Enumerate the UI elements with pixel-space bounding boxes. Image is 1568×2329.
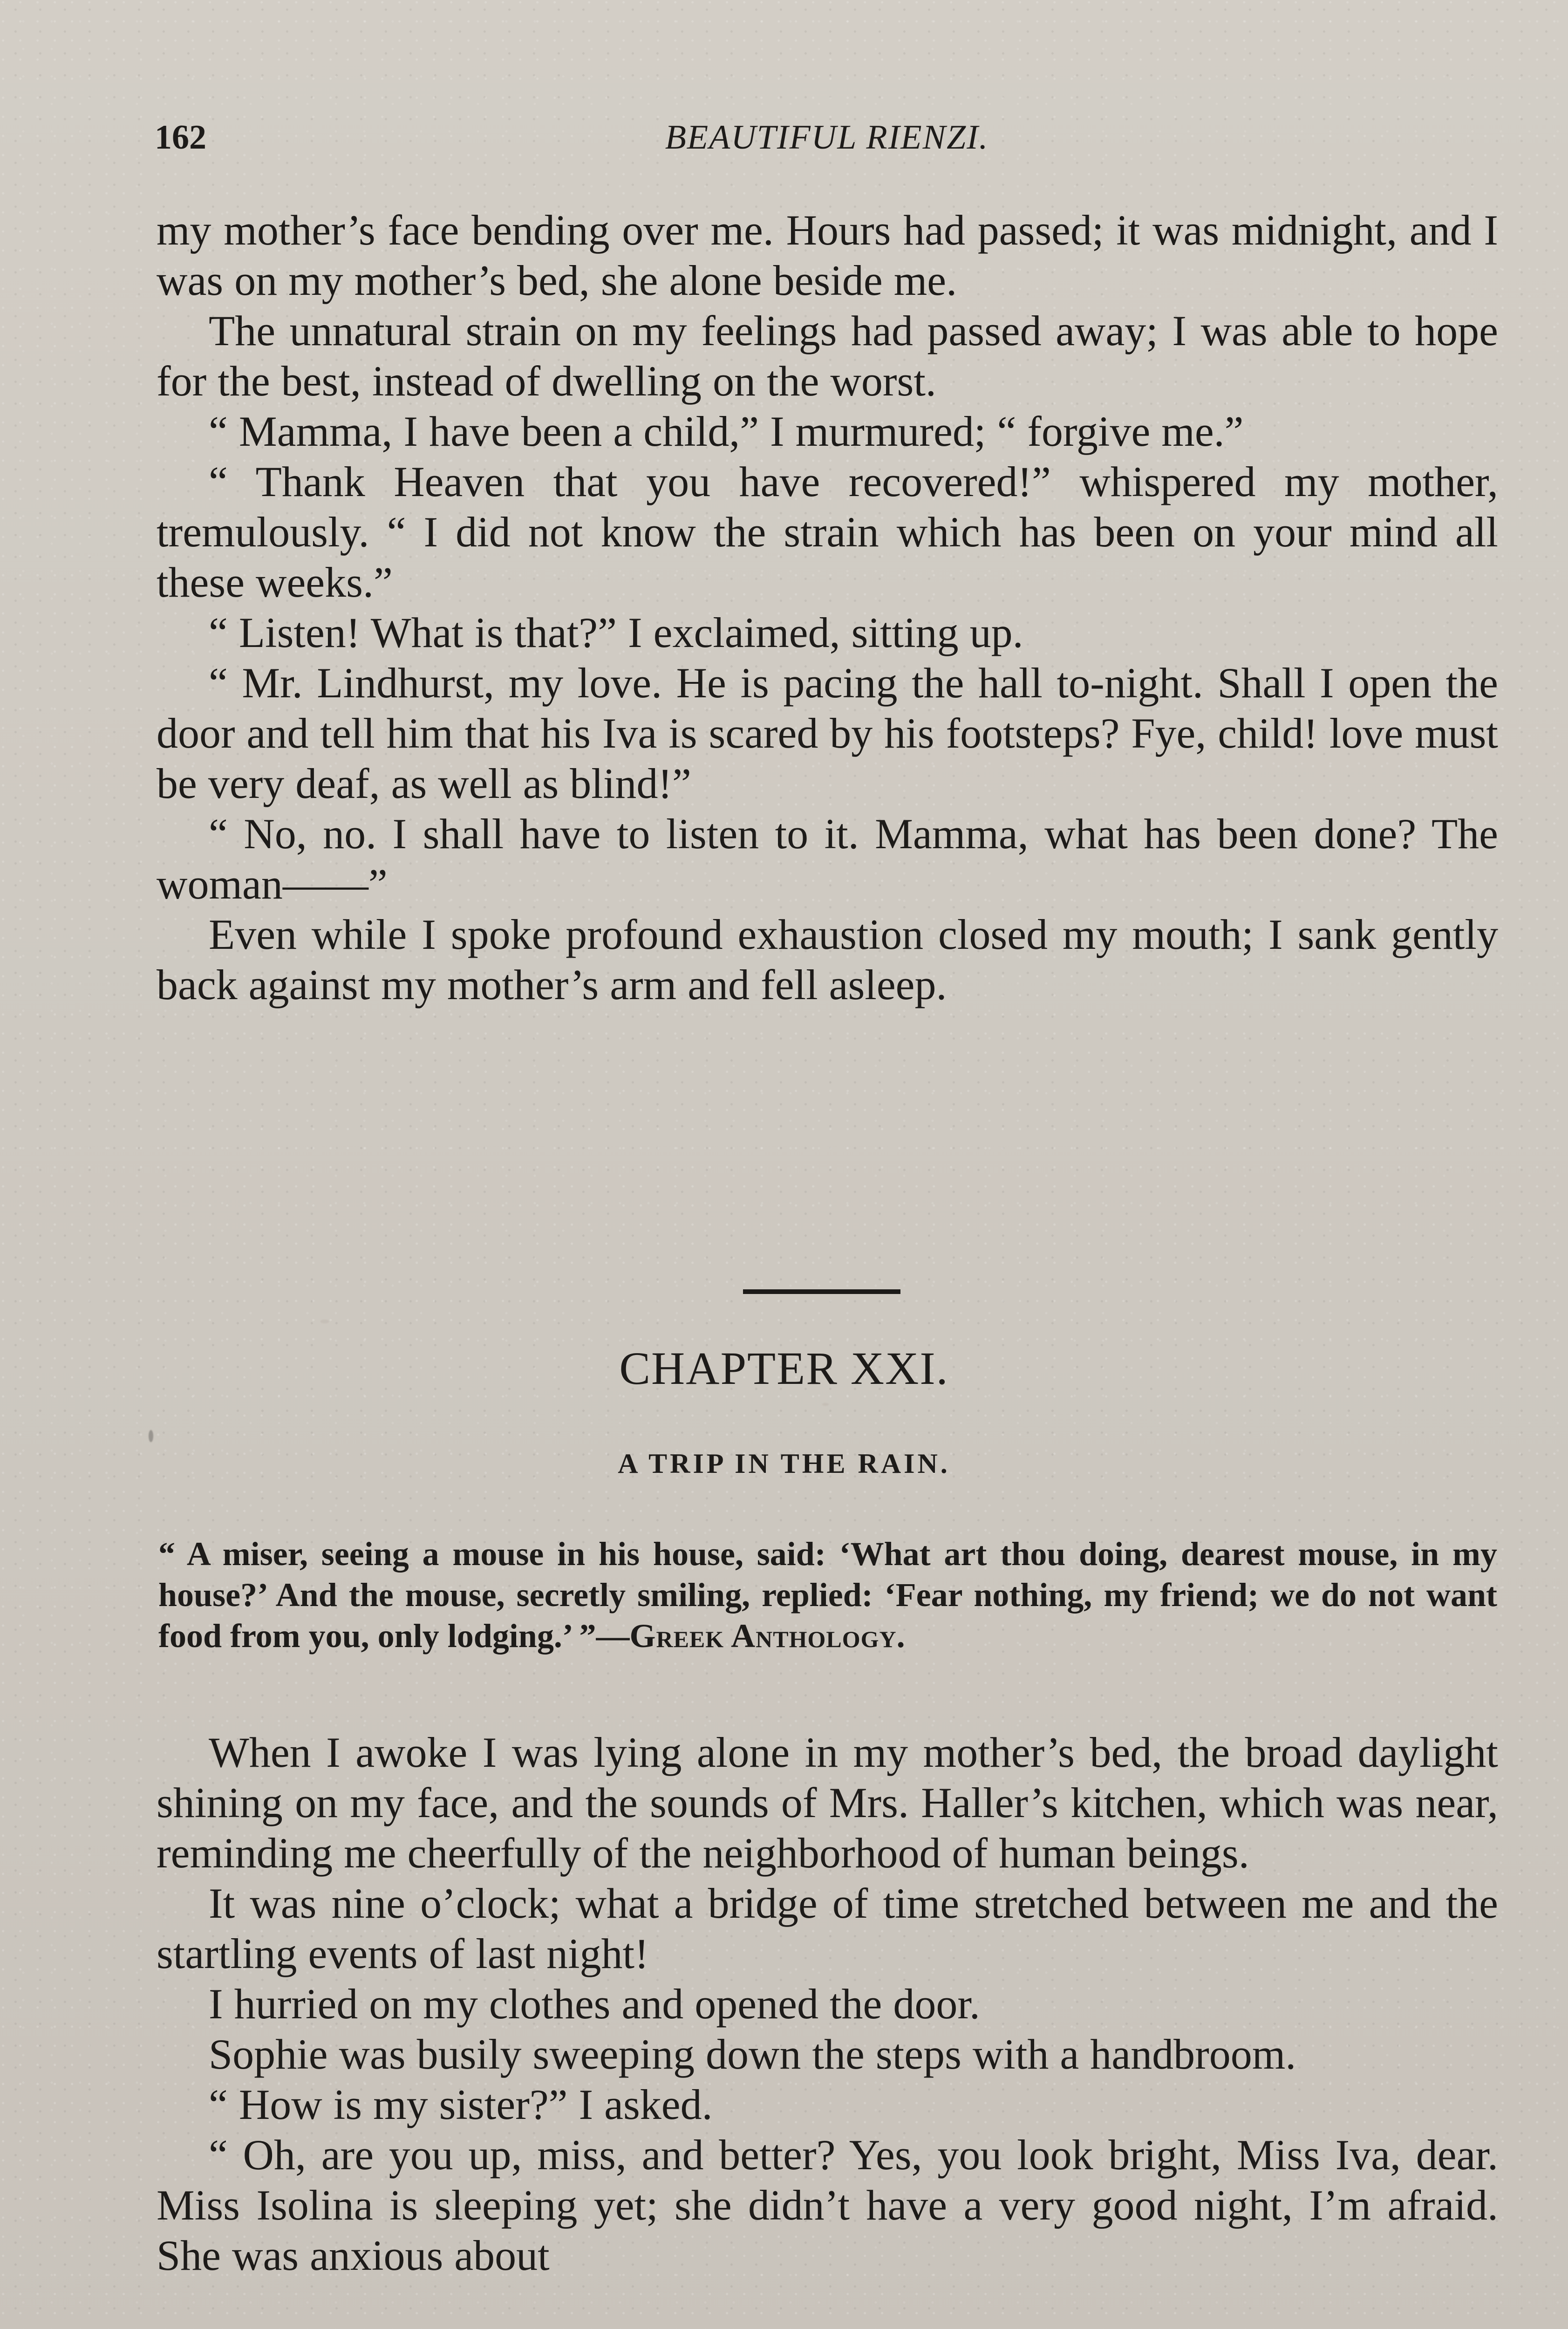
page-number: 162 [155, 118, 206, 157]
epigraph [158, 1533, 1497, 1656]
paragraph: “ Oh, are you up, miss, and better? Yes, you look bright, Miss Iva, dear. Miss Isolina is sleeping yet; she didn’t have a very good night, I’m afraid. She was anxious about [157, 2131, 1498, 2279]
paper-mark [320, 1320, 329, 1323]
chapter-title: CHAPTER XXI. [619, 1342, 949, 1394]
paragraph: I hurried on my clothes and opened the door. [209, 1980, 980, 2028]
top-text-block [157, 205, 1498, 1010]
paragraph: “ No, no. I shall have to listen to it. Mamma, what has been done? The woman——” [157, 810, 1498, 908]
paragraph: Sophie was busily sweeping down the steps with a handbroom. [209, 2030, 1296, 2078]
paragraph: Even while I spoke profound exhaustion closed my mouth; I sank gently back against my mother’s arm and fell asleep. [157, 911, 1498, 1008]
paragraph: my mother’s face bending over me. Hours had passed; it was midnight, and I was on my mother’s bed, she alone beside me. [157, 206, 1498, 304]
running-title: BEAUTIFUL RIENZI. [665, 118, 989, 157]
paragraph: It was nine o’clock; what a bridge of time stretched between me and the startling events of last night! [157, 1880, 1498, 1977]
epigraph-text: “ A miser, seeing a mouse in his house, said: ‘What art thou doing, dearest mouse, in my house?’ And the mouse, secretly smiling, replied: ‘Fear nothing, my friend; we do not want food from you, only lodging.’ ”— [158, 1535, 1497, 1655]
paragraph: “ Thank Heaven that you have recovered!” whispered my mother, tremulously. “ I did not know the strain which has been on your mind all these weeks.” [157, 458, 1498, 606]
chapter-subtitle: A TRIP IN THE RAIN. [618, 1448, 950, 1479]
paper-mark [149, 1430, 153, 1442]
paper-mark [822, 1403, 829, 1406]
bottom-text-block [157, 1727, 1498, 2281]
chapter-divider [743, 1289, 900, 1294]
paragraph: The unnatural strain on my feelings had passed away; I was able to hope for the best, instead of dwelling on the worst. [157, 307, 1498, 405]
paragraph: “ How is my sister?” I asked. [209, 2081, 713, 2128]
paragraph: When I awoke I was lying alone in my mother’s bed, the broad daylight shining on my face, and the sounds of Mrs. Haller’s kitchen, which was near, reminding me cheerfully of the neighborhood of human beings. [157, 1729, 1498, 1877]
paragraph: “ Listen! What is that?” I exclaimed, sitting up. [209, 609, 1023, 656]
paragraph: “ Mr. Lindhurst, my love. He is pacing the hall to-night. Shall I open the door and tell him that his Iva is scared by his footsteps? Fye, child! love must be very deaf, as well as blind!” [157, 659, 1498, 807]
paragraph: “ Mamma, I have been a child,” I murmured; “ forgive me.” [209, 408, 1244, 455]
epigraph-source: Greek Anthology. [629, 1617, 906, 1655]
page-header [155, 120, 1499, 163]
